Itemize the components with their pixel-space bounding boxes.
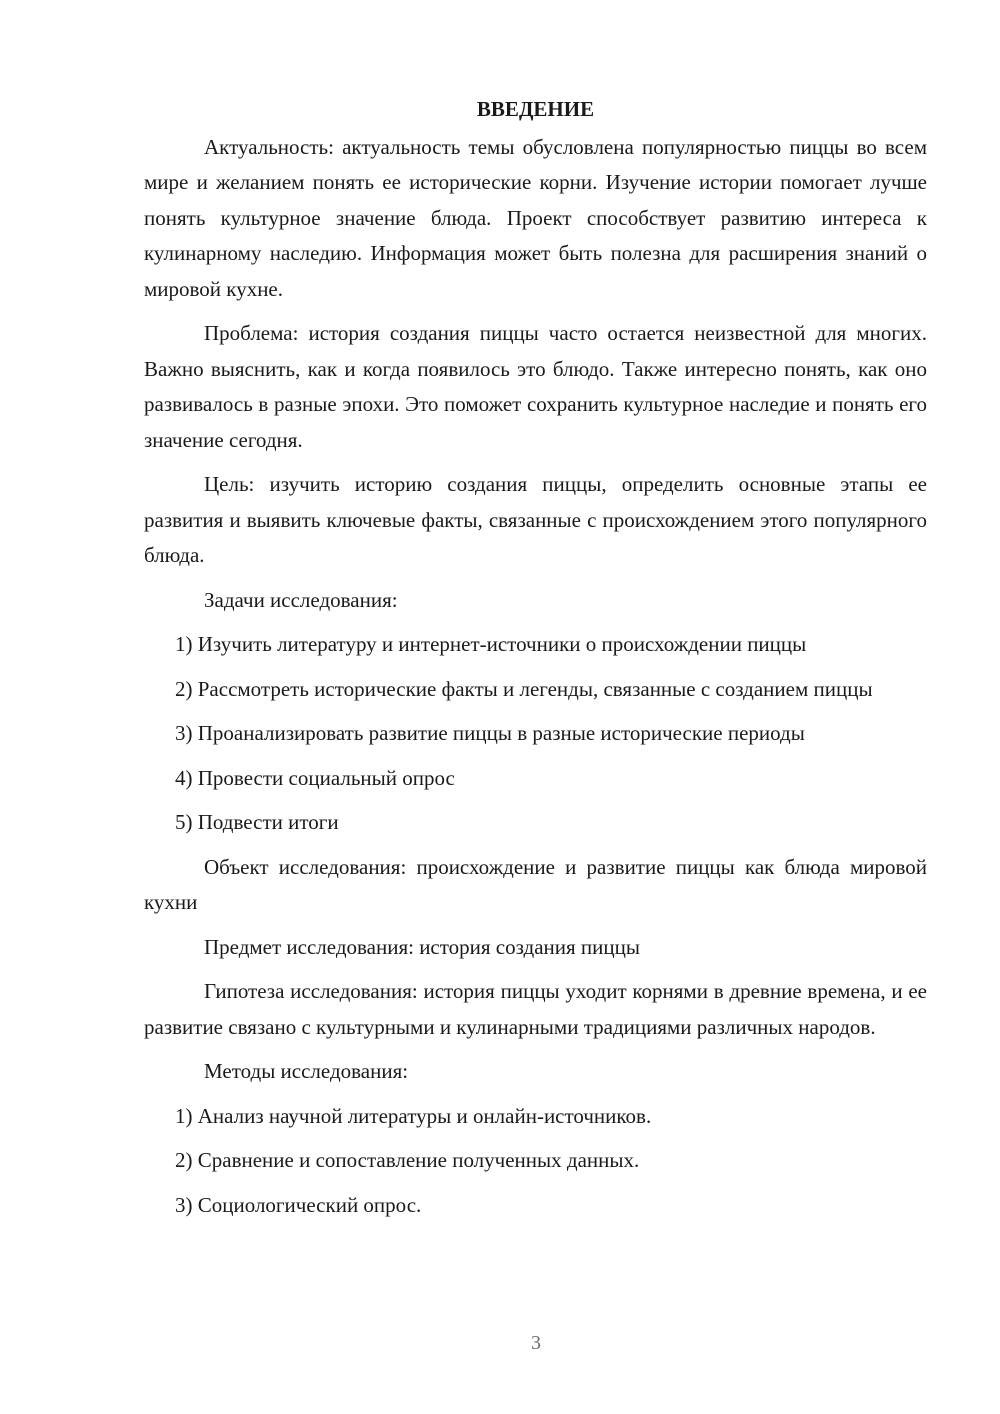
problem-paragraph: Проблема: история создания пиццы часто остается неизвестной для многих. Важно выяснить, как и когда появилось это блюдо. Также интересно понять, как оно развивалось в разные эпохи. Это поможет сохранить культурное наследие и понять его значение сегодня.	[144, 321, 927, 452]
method-item: 3) Социологический опрос.	[175, 1192, 422, 1217]
task-item: 5) Подвести итоги	[175, 810, 339, 834]
hypothesis-paragraph: Гипотеза исследования: история пиццы уходит корнями в древние времена, и ее развитие связано с культурными и кулинарными традициями различных народов.	[144, 979, 927, 1039]
section-title: ВВЕДЕНИЕ	[476, 97, 595, 121]
task-item: 3) Проанализировать развитие пиццы в разные исторические периоды	[175, 721, 805, 745]
page-content	[144, 92, 927, 1232]
subject-paragraph: Предмет исследования: история создания пиццы	[204, 934, 640, 959]
task-item: 2) Рассмотреть исторические факты и легенды, связанные с созданием пиццы	[175, 676, 873, 701]
methods-heading: Методы исследования:	[204, 1059, 409, 1083]
task-item: 1) Изучить литературу и интернет-источники о происхождении пиццы	[175, 632, 807, 656]
tasks-heading: Задачи исследования:	[204, 587, 398, 612]
goal-paragraph: Цель: изучить историю создания пиццы, определить основные этапы ее развития и выявить ключевые факты, связанные с происхождением этого популярного блюда.	[144, 472, 927, 567]
page-number: 3	[531, 1332, 541, 1354]
relevance-paragraph: Актуальность: актуальность темы обусловлена популярностью пиццы во всем мире и желанием понять ее исторические корни. Изучение истории помогает лучше понять культурное значение блюда. Проект способствует развитию интереса к кулинарному наследию. Информация может быть полезна для расширения знаний о мировой кухне.	[144, 134, 927, 301]
method-item: 1) Анализ научной литературы и онлайн-источников.	[175, 1103, 652, 1128]
object-paragraph: Объект исследования: происхождение и развитие пиццы как блюда мировой кухни	[144, 854, 927, 914]
task-item: 4) Провести социальный опрос	[175, 765, 455, 790]
method-item: 2) Сравнение и сопоставление полученных данных.	[175, 1148, 640, 1172]
